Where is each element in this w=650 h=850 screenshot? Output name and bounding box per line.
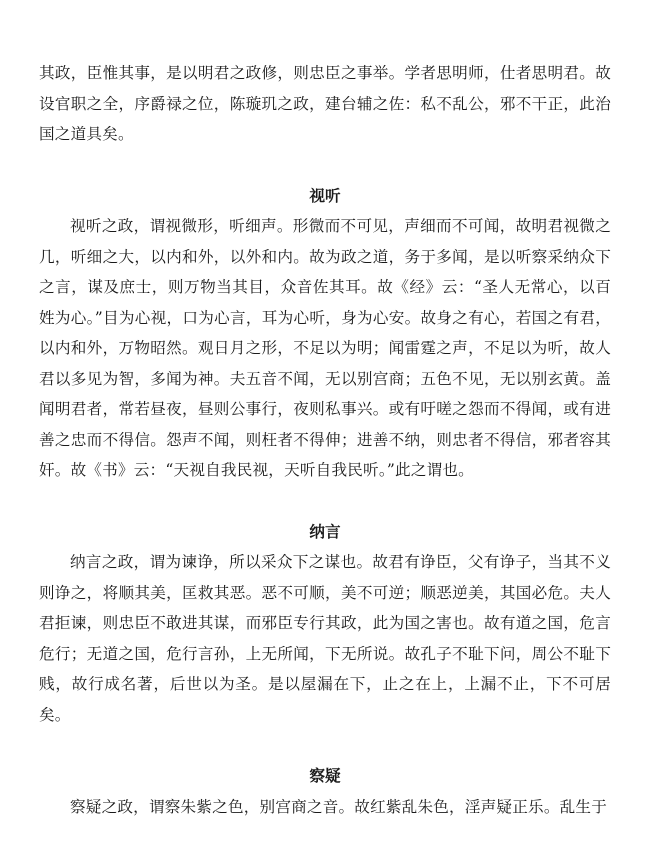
paragraph-chayi: 察疑之政，谓察朱紫之色，别宫商之音。故红紫乱朱色，淫声疑正乐。乱生于	[70, 797, 607, 816]
section-heading-chayi: 察疑	[309, 766, 341, 785]
paragraph-continued: 其政，臣惟其事，是以明君之政修，则忠臣之事举。学者思明师，仕者思明君。故设官职之全，序爵禄之位，陈璇玑之政，建台辅之佐：私不乱公，邪不干正，此治国之道具矣。	[39, 64, 611, 143]
paragraph-shiting: 视听之政，谓视微形，听细声。形微而不可见，声细而不可闻，故明君视微之几，听细之大，以内和外，以外和内。故为政之道，务于多闻，是以听察采纳众下之言，谋及庶士，则万物当其目，众音佐其耳。故《经》云：“圣人无常心，以百姓为心。”目为心视，口为心言，耳为心听，身为心安。故身之有心，若国之有君，以内和外，万物昭然。观日月之形，不足以为明；闻雷霆之声，不足以为听，故人君以多见为智，多闻为神。夫五音不闻，无以别宫商；五色不见，无以别玄黄。盖闻明君者，常若昼夜，昼则公事行，夜则私事兴。或有吁嗟之怨而不得闻，或有进善之忠而不得信。怨声不闻，则枉者不得伸；进善不纳，则忠者不得信，邪者容其奸。故《书》云：“天视自我民视，天听自我民听。”此之谓也。	[39, 217, 611, 479]
document-page	[39, 58, 611, 822]
section-heading-shiting: 视听	[309, 185, 341, 205]
paragraph-nayan: 纳言之政，谓为谏诤，所以采众下之谋也。故君有诤臣，父有诤子，当其不义则诤之，将顺其美，匡救其恶。恶不可顺，美不可逆；顺恶逆美，其国必危。夫人君拒谏，则忠臣不敢进其谋，而邪臣专行其政，此为国之害也。故有道之国，危言危行；无道之国，危行言孙，上无所闻，下无所说。故孔子不耻下问，周公不耻下贱，故行成名著，后世以为圣。是以屋漏在下，止之在上，上漏不止，下不可居矣。	[39, 553, 611, 724]
section-heading-nayan: 纳言	[309, 521, 341, 541]
section-gap	[39, 150, 611, 181]
section-gap	[39, 486, 611, 517]
section-gap	[39, 730, 611, 761]
